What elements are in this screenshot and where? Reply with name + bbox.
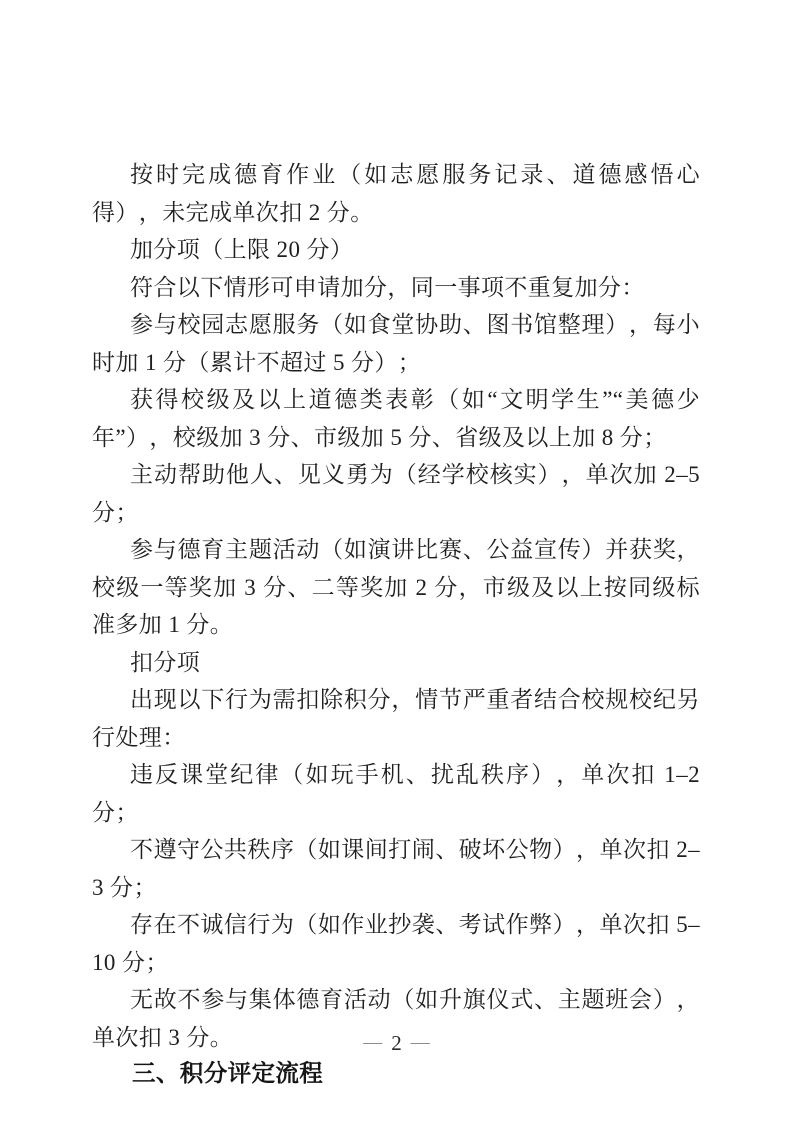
page-number: 2 <box>391 1031 402 1055</box>
paragraph: 加分项（上限 20 分） <box>130 237 354 262</box>
paragraph: 扣分项 <box>130 649 201 675</box>
paragraph: 无故不参与集体德育活动（如升旗仪式、主题班会），单次扣 3 分。 <box>92 987 700 1050</box>
paragraph: 不遵守公共秩序（如课间打闹、破坏公物），单次扣 2–3 分； <box>92 837 700 900</box>
page-footer <box>0 1030 793 1058</box>
document-body <box>92 156 700 1094</box>
paragraph: 参与校园志愿服务（如食堂协助、图书馆整理），每小时加 1 分（累计不超过 5 分）； <box>92 312 700 375</box>
paragraph: 主动帮助他人、见义勇为（经学校核实），单次加 2–5 分； <box>92 462 700 525</box>
paragraph: 违反课堂纪律（如玩手机、扰乱秩序），单次扣 1–2 分； <box>92 762 700 825</box>
paragraph: 参与德育主题活动（如演讲比赛、公益宣传）并获奖，校级一等奖加 3 分、二等奖加 2 分，市级及以上按同级标准多加 1 分。 <box>92 537 700 637</box>
paragraph: 符合以下情形可申请加分，同一事项不重复加分： <box>130 274 645 300</box>
page-number-right-dash: — <box>410 1032 430 1053</box>
section-heading: 三、积分评定流程 <box>132 1061 324 1087</box>
paragraph: 存在不诚信行为（如作业抄袭、考试作弊），单次扣 5–10 分； <box>92 912 700 975</box>
page-number-left-dash: — <box>363 1032 383 1053</box>
paragraph: 获得校级及以上道德类表彰（如“文明学生”“美德少年”），校级加 3 分、市级加 5 分、省级及以上加 8 分； <box>92 387 700 450</box>
paragraph: 按时完成德育作业（如志愿服务记录、道德感悟心得），未完成单次扣 2 分。 <box>92 162 700 225</box>
paragraph: 出现以下行为需扣除积分，情节严重者结合校规校纪另行处理： <box>92 687 700 750</box>
